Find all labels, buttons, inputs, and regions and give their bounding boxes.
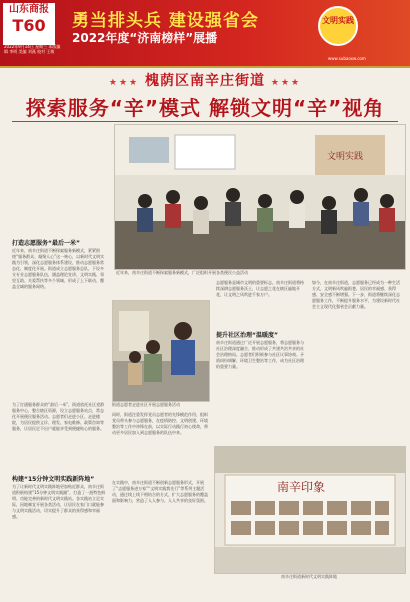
star-decoration-left: ★★★ (108, 78, 140, 88)
section-header (0, 70, 410, 90)
paragraph-4: 同时，街道注重发挥党员志愿者的先锋模范作用，组织党员带头参与志愿服务，在疫情防控、文明创建、环境整治等工作中冲锋在前，以实际行动践行初心使命，带动更多居民加入到志愿服务的队伍中来。 (112, 412, 208, 435)
section-title: 槐荫区南辛庄街道 (145, 73, 265, 89)
paragraph-3: 为了让新时代文明实践阵地更加贴近群众，南辛庄街道积极构建“15分钟文明实践圈”，打造了一批特色鲜明、功能完善的新时代文明实践站。各实践站立足实际，因地制宜开展各类活动，让居民在家门口就能参与文明实践活动，切实提升了群众的获得感和幸福感。 (12, 484, 106, 519)
paper-logo (3, 3, 55, 45)
paragraph-6: 南辛庄街道通过广泛开展志愿服务，将志愿服务与社区治理深度融合，推动形成了共建共治共享的社会治理格局。志愿者们积极参与社区议事协商、矛盾纠纷调解、环境卫生整治等工作，成为社区治理的重要力量。 (216, 340, 304, 369)
wall-sign-text: 文明实践 (327, 152, 364, 162)
paragraph-7: 如今，在南辛庄街道，志愿服务已经成为一种生活方式，文明新风吹遍街巷，居民的幸福感、获得感、安全感不断增强。下一步，街道将继续深化志愿服务工作，不断提升服务水平，为建设新时代社会主义现代化强省会贡献力量。 (312, 280, 400, 309)
masthead (0, 0, 410, 66)
bottom-photo (214, 446, 406, 574)
page-number: T60 (12, 16, 46, 35)
subheading-1: 打造志愿服务“最后一米” (12, 240, 80, 247)
paragraph-1: 近年来，南辛庄街道不断探索服务新模式，紧紧围绕“服务群众、凝聚人心”这一核心，以新时代文明实践为引领，深化志愿服务体系建设，推动志愿服务常态化、制度化开展。街道成立志愿服务总队，下设多支专业志愿服务队伍，涵盖理论宣讲、文明实践、邻里互助、关爱帮扶等多个领域，形成了上下联动、覆盖全域的服务网络。 (12, 248, 105, 289)
masthead-date: 2022年9月14日 星期三 本版编辑 李明 美编 刘燕 校对 王敏 (4, 44, 61, 54)
volunteer-photo (112, 300, 210, 402)
star-decoration-right: ★★★ (270, 78, 302, 88)
main-photo-art (115, 125, 405, 269)
small-photo-caption: 街道志愿者走进社区开展志愿服务活动 (112, 402, 180, 407)
masthead-title: 勇当排头兵 建设强省会 (72, 11, 259, 31)
article-headline: 探索服务“辛”模式 解锁文明“辛”视角 (25, 96, 385, 120)
masthead-divider (0, 66, 410, 68)
masthead-website: www.subaoxw.com (328, 56, 366, 61)
headline-rule (12, 121, 398, 122)
subheading-2: 构建“15分钟文明实践新阵地” (12, 476, 95, 483)
paragraph-mid: 志愿服务是城市文明的重要标志。南辛庄街道将持续深耕志愿服务沃土，让志愿之花在辖区遍地开花，让文明之风吹进千家万户。 (216, 280, 304, 297)
bottom-photo-art (215, 447, 405, 573)
main-photo-caption: 近年来，南辛庄街道不断探索服务新模式，广泛组织开展各类便民公益活动 (116, 270, 248, 275)
bottom-photo-caption: 南辛庄街道新时代文明实践阵地 (281, 574, 337, 579)
paper-name: 山东商报 (9, 4, 49, 15)
subheading-3: 提升社区治理“温暖度” (216, 332, 278, 339)
board-title-text: 南辛印象 (277, 480, 326, 494)
civilization-emblem: 文明实践 (318, 6, 358, 46)
masthead-subtitle: 2022年度“济南榜样”展播 (72, 31, 218, 45)
main-photo (114, 124, 406, 270)
volunteer-photo-art (113, 301, 209, 401)
paragraph-2: 为了打通服务群众的“最后一米”，街道依托社区党群服务中心，整合辖区资源，设立志愿服务站点，常态化开展便民服务活动。志愿者们走进小区、走进楼院，为居民提供义诊、理发、家电维修、政策咨询等服务，让居民足不出户就能享受到便捷贴心的服务。 (12, 402, 105, 431)
paragraph-5: 在实践中，南辛庄街道不断创新志愿服务形式，开展了“志愿服务进万家”“文明实践我先行”等系列主题活动，通过线上线下相结合的方式，扩大志愿服务的覆盖面和影响力，营造了人人参与、人人共享的良好氛围。 (112, 480, 208, 503)
